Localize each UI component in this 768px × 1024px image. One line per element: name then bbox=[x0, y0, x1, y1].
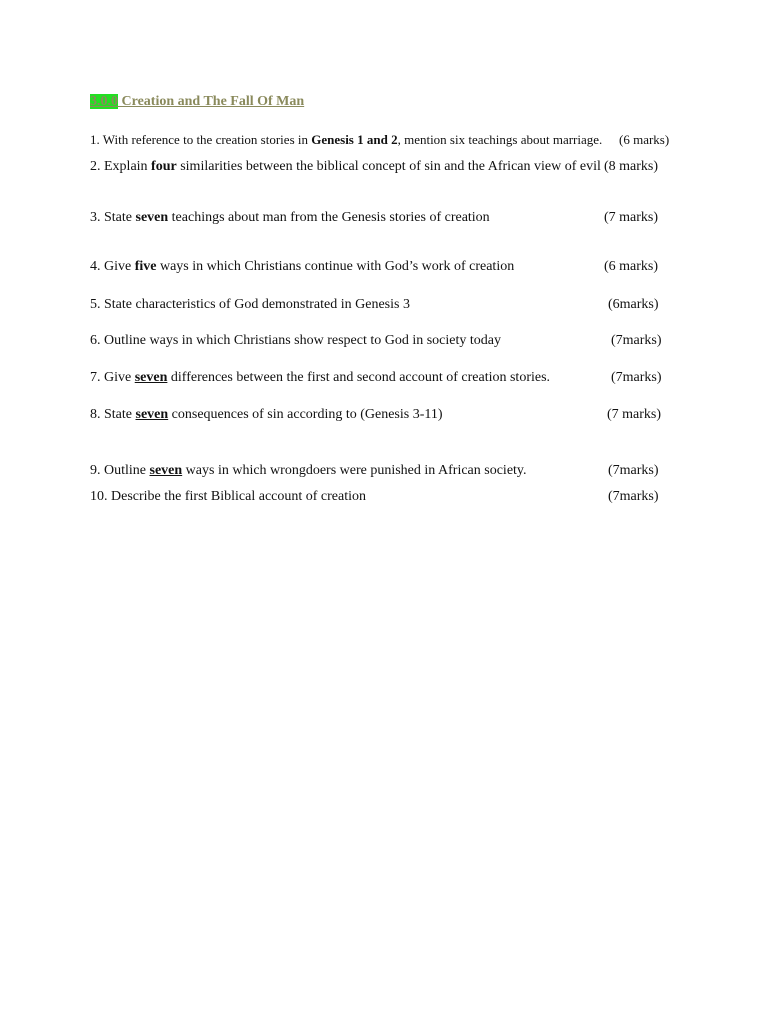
emphasis: four bbox=[151, 159, 177, 174]
emphasis: seven bbox=[135, 407, 169, 422]
marks: (7 marks) bbox=[604, 210, 659, 225]
question-8: 8. State seven consequences of sin according to (Genesis 3-11) (7 marks) bbox=[90, 407, 662, 422]
section-heading bbox=[90, 94, 304, 110]
question-10: 10. Describe the first Biblical account of creation (7marks) bbox=[90, 489, 659, 504]
question-2: 2. Explain four similarities between the biblical concept of sin and the African view of evil (8 marks) bbox=[90, 159, 659, 174]
marks: (8 marks) bbox=[604, 159, 659, 174]
marks: (7marks) bbox=[608, 463, 659, 478]
emphasis: seven bbox=[149, 463, 183, 478]
question-7: 7. Give seven differences between the first and second account of creation stories. (7marks) bbox=[90, 370, 662, 385]
emphasis: five bbox=[134, 259, 157, 274]
marks: (7marks) bbox=[608, 489, 659, 504]
marks: (6marks) bbox=[608, 297, 659, 312]
question-1: 1. With reference to the creation stories in Genesis 1 and 2, mention six teachings about marriage. (6 marks) bbox=[90, 132, 670, 147]
emphasis: seven bbox=[135, 210, 169, 225]
marks: (6 marks) bbox=[619, 132, 670, 147]
marks: (6 marks) bbox=[604, 259, 659, 274]
emphasis: seven bbox=[134, 370, 168, 385]
emphasis: Genesis 1 and 2 bbox=[311, 132, 398, 147]
section-number: 3.0.0 bbox=[90, 94, 118, 109]
marks: (7marks) bbox=[611, 333, 662, 348]
question-4: 4. Give five ways in which Christians continue with God’s work of creation (6 marks) bbox=[90, 259, 659, 274]
marks: (7 marks) bbox=[607, 407, 662, 422]
question-3: 3. State seven teachings about man from the Genesis stories of creation (7 marks) bbox=[90, 210, 659, 225]
question-6: 6. Outline ways in which Christians show respect to God in society today (7marks) bbox=[90, 333, 662, 348]
question-9: 9. Outline seven ways in which wrongdoers were punished in African society. (7marks) bbox=[90, 463, 659, 478]
section-title: Creation and The Fall Of Man bbox=[121, 94, 305, 109]
question-5: 5. State characteristics of God demonstrated in Genesis 3 (6marks) bbox=[90, 297, 659, 312]
marks: (7marks) bbox=[611, 370, 662, 385]
